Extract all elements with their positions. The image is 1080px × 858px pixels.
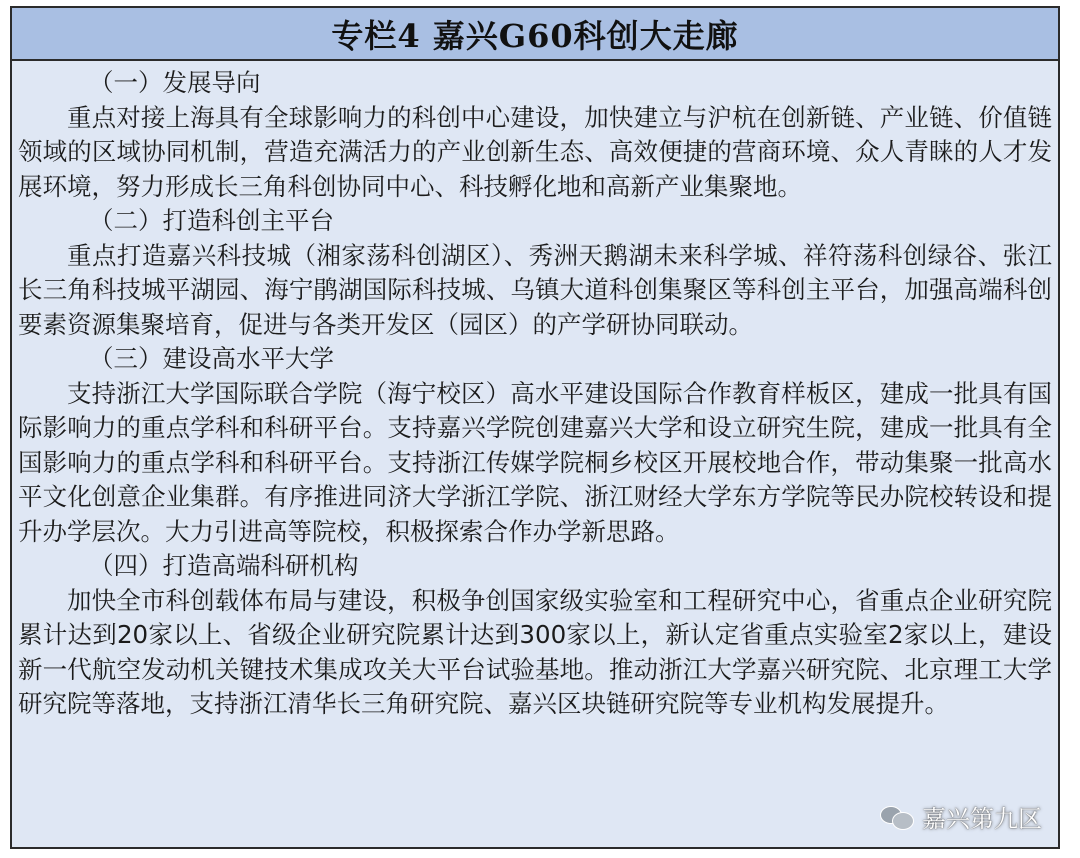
section-body: 支持浙江大学国际联合学院（海宁校区）高水平建设国际合作教育样板区，建成一批具有国际影响力的重点学科和科研平台。支持嘉兴学院创建嘉兴大学和设立研究生院，建成一批具有全国影响力的重点学科和科研平台。支持浙江传媒学院桐乡校区开展校地合作，带动集聚一批高水平文化创意企业集群。有序推进同济大学浙江学院、浙江财经大学东方学院等民办院校转设和提升办学层次。大力引进高等院校，积极探索合作办学新思路。	[18, 378, 1052, 546]
column-title: 专栏4 嘉兴G60科创大走廊	[331, 16, 739, 55]
section-heading: （一）发展导向	[89, 68, 261, 97]
watermark-text: 嘉兴第九区	[922, 805, 1042, 833]
bottom-strip	[0, 851, 1080, 858]
section-body: 重点打造嘉兴科技城（湘家荡科创湖区）、秀洲天鹅湖未来科学城、祥符荡科创绿谷、张江长三角科技城平湖园、海宁鹃湖国际科技城、乌镇大道科创集聚区等科创主平台，加强高端科创要素资源集聚培育，促进与各类开发区（园区）的产学研协同联动。	[18, 240, 1052, 339]
watermark	[880, 799, 1042, 834]
section-high-level-university	[18, 342, 1052, 549]
column-content	[12, 61, 1058, 722]
section-research-institutes	[18, 549, 1052, 722]
section-heading: （二）打造科创主平台	[89, 206, 335, 235]
section-heading: （四）打造高端科研机构	[89, 551, 359, 580]
column-box	[10, 6, 1060, 849]
section-heading: （三）建设高水平大学	[89, 344, 335, 373]
section-innovation-platform	[18, 204, 1052, 342]
section-body: 加快全市科创载体布局与建设，积极争创国家级实验室和工程研究中心，省重点企业研究院累计达到20家以上、省级企业研究院累计达到300家以上，新认定省重点实验室2家以上，建设新一代航空发动机关键技术集成攻关大平台试验基地。推动浙江大学嘉兴研究院、北京理工大学研究院等落地，支持浙江清华长三角研究院、嘉兴区块链研究院等专业机构发展提升。	[18, 585, 1052, 718]
wechat-icon	[880, 804, 914, 830]
section-body: 重点对接上海具有全球影响力的科创中心建设，加快建立与沪杭在创新链、产业链、价值链领域的区域协同机制，营造充满活力的产业创新生态、高效便捷的营商环境、众人青睐的人才发展环境，努力形成长三角科创协同中心、科技孵化地和高新产业集聚地。	[18, 102, 1052, 201]
section-development-orientation	[18, 66, 1052, 204]
title-bar	[12, 8, 1058, 61]
